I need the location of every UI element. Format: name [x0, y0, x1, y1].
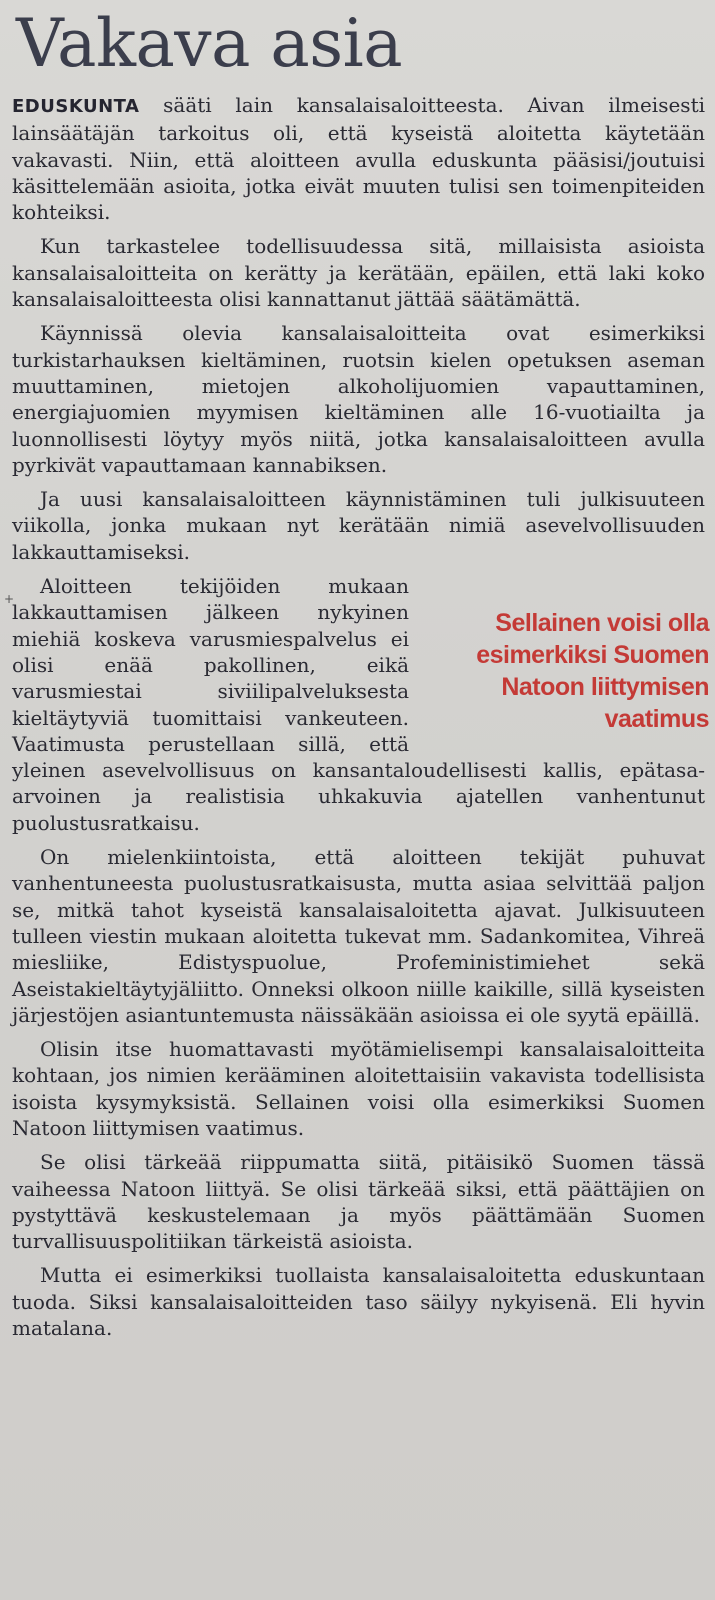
- pull-quote: Sellainen voisi olla esimerkiksi Suomen Natoon liittymisen vaatimus: [476, 609, 709, 734]
- paragraph-1-text: sääti lain kansalaisaloitteesta. Aivan ilmeisesti lainsäätäjän tarkoitus oli, että kyseistä aloitetta käytetään vakavasti. Niin, että aloitteen avulla eduskunta pääsisi/joutuisi käsittelemään asioita, jotka eivät muuten tulisi sen toimenpiteiden kohteiksi.: [12, 93, 705, 225]
- kicker: EDUSKUNTA: [12, 96, 140, 117]
- registration-mark: +: [4, 592, 15, 606]
- paragraph-2: Kun tarkastelee todellisuudessa sitä, millaisista asioista kansalaisaloitteita on kerätty ja kerätään, epäilen, että laki koko kansalaisaloitteesta olisi kannattanut jättää säätämättä.: [12, 234, 705, 312]
- paragraph-1: [12, 92, 705, 225]
- paragraph-6: On mielenkiintoista, että aloitteen tekijät puhuvat vanhentuneesta puolustusratkaisusta, mutta asiaa selvittää paljon se, mitkä tahot kyseistä kansalaisaloitetta ajavat. Julkisuuteen tulleen viestin mukaan aloitetta tukevat mm. Sadankomitea, Vihreä miesliike, Edistyspuolue, Profeministimiehet sekä Aseistakieltäytyjäliitto. Onneksi olkoon niille kaikille, sillä kyseisten järjestöjen asiantuntemusta näissäkään asioissa ei ole syytä epäillä.: [12, 845, 705, 1027]
- article-body: [12, 92, 709, 1341]
- paragraph-8: Se olisi tärkeää riippumatta siitä, pitäisikö Suomen tässä vaiheessa Natoon liittyä. Se olisi tärkeää siksi, että päättäjien on pystyttävä keskustelemaan ja myös päättämään Suomen turvallisuuspolitiikan tärkeistä asioista.: [12, 1150, 705, 1254]
- headline: Vakava asia: [16, 5, 403, 82]
- paragraph-3: Käynnissä olevia kansalaisaloitteita ovat esimerkiksi turkistarhauksen kieltäminen, ruotsin kielen opetuksen aseman muuttaminen, mietojen alkoholijuomien vapauttaminen, energiajuomien myymisen kieltäminen alle 16-vuotiailta ja luonnollisesti löytyy myös niitä, jotka kansalaisaloitteen avulla pyrkivät vapauttamaan kannabiksen.: [12, 321, 705, 477]
- paragraph-5: Aloitteen tekijöiden mukaan lakkauttamisen jälkeen nykyinen miehiä koskeva varusmiespalvelus ei olisi enää pakollinen, eikä varusmiestai siviilipalveluksesta kieltäytyviä tuomittaisi vankeuteen. Vaatimusta perustellaan sillä, että yleinen asevelvollisuus on kansantaloudellisesti kallis, epätasa-arvoinen ja realistisia uhkakuvia ajatellen vanhentunut puolustusratkaisu.: [12, 574, 705, 835]
- paragraph-4: Ja uusi kansalaisaloitteen käynnistäminen tuli julkisuuteen viikolla, jonka mukaan nyt kerätään nimiä asevelvollisuuden lakkauttamiseksi.: [12, 487, 705, 564]
- paragraph-7: Olisin itse huomattavasti myötämielisempi kansalaisaloitteita kohtaan, jos nimien kerääminen aloitettaisiin vakavista todellisista isoista kysymyksistä. Sellainen voisi olla esimerkiksi Suomen Natoon liittymisen vaatimus.: [12, 1037, 705, 1140]
- paragraph-9: Mutta ei esimerkiksi tuollaista kansalaisaloitetta eduskuntaan tuoda. Siksi kansalaisaloitteiden taso säilyy nykyisenä. Eli hyvin matalana.: [12, 1263, 705, 1341]
